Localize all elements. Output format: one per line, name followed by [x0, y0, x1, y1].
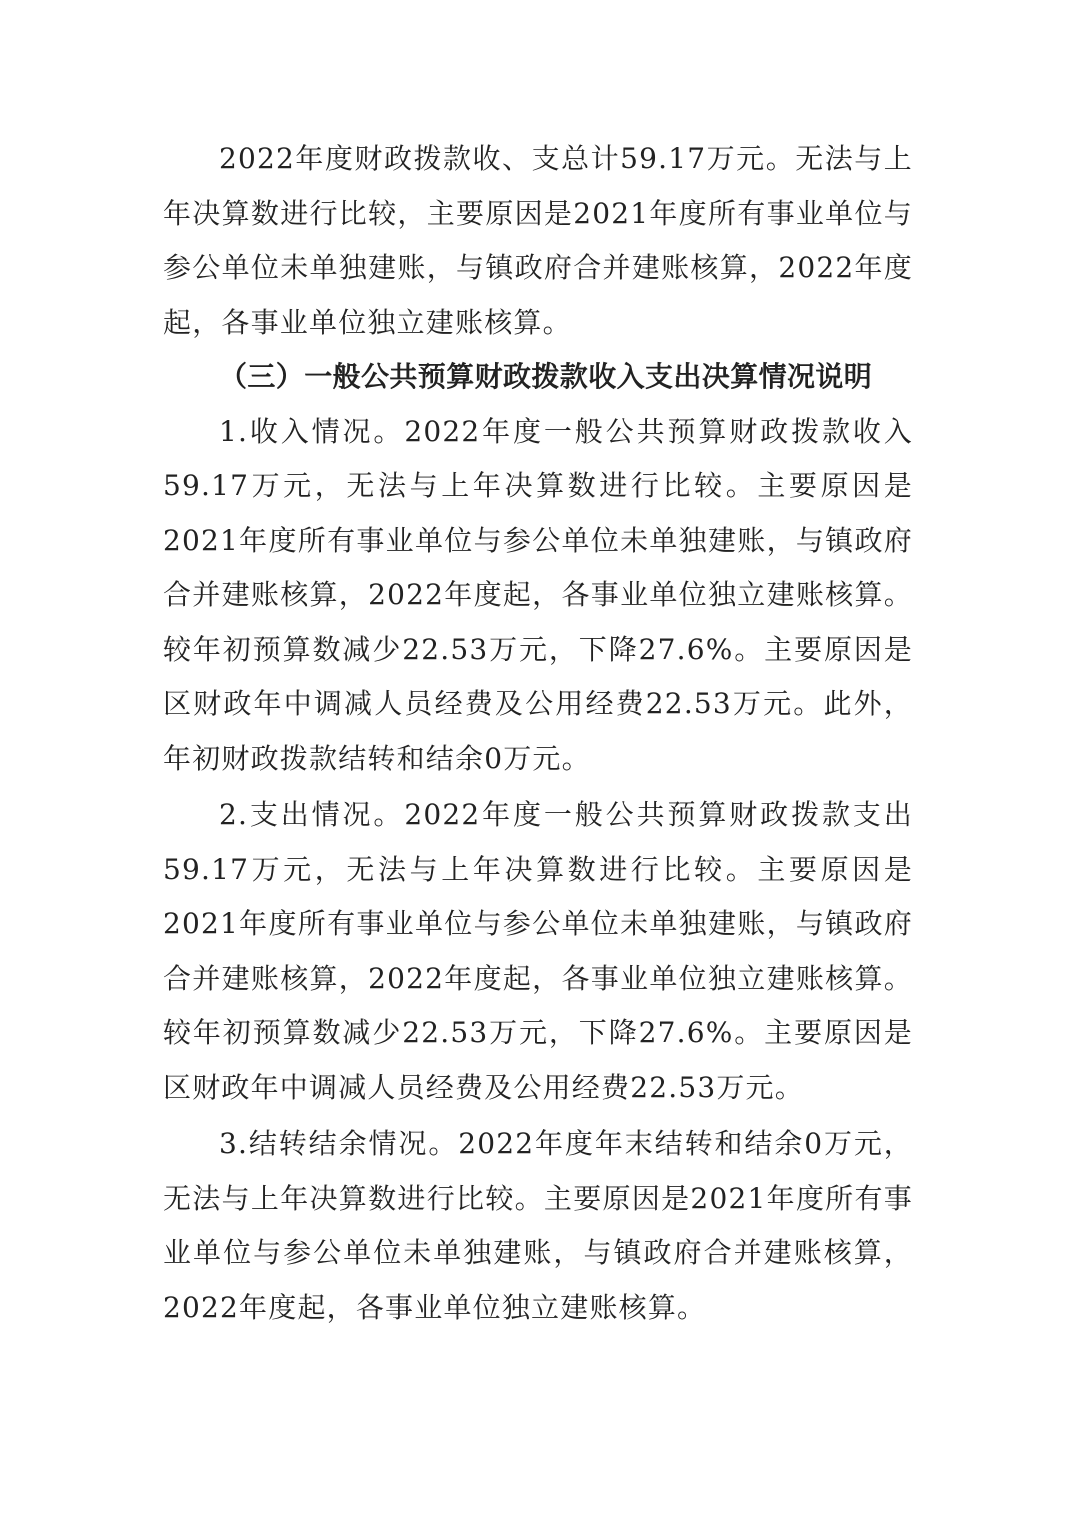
document-page [163, 132, 913, 1335]
paragraph-carryover: 3.结转结余情况。2022年度年末结转和结余0万元，无法与上年决算数进行比较。主要原因是2021年度所有事业单位与参公单位未单独建账，与镇政府合并建账核算，2022年度起，各事业单位独立建账核算。 [163, 1127, 913, 1324]
paragraph-expense: 2.支出情况。2022年度一般公共预算财政拨款支出59.17万元，无法与上年决算数进行比较。主要原因是2021年度所有事业单位与参公单位未单独建账，与镇政府合并建账核算，2022年度起，各事业单位独立建账核算。较年初预算数减少22.53万元，下降27.6%。主要原因是区财政年中调减人员经费及公用经费22.53万元。 [163, 798, 913, 1104]
paragraph-total-summary: 2022年度财政拨款收、支总计59.17万元。无法与上年决算数进行比较，主要原因是2021年度所有事业单位与参公单位未单独建账，与镇政府合并建账核算，2022年度起，各事业单位独立建账核算。 [163, 142, 913, 339]
paragraph-income: 1.收入情况。2022年度一般公共预算财政拨款收入59.17万元，无法与上年决算数进行比较。主要原因是2021年度所有事业单位与参公单位未单独建账，与镇政府合并建账核算，2022年度起，各事业单位独立建账核算。较年初预算数减少22.53万元，下降27.6%。主要原因是区财政年中调减人员经费及公用经费22.53万元。此外，年初财政拨款结转和结余0万元。 [163, 414, 913, 775]
section-heading-general-budget: （三）一般公共预算财政拨款收入支出决算情况说明 [219, 360, 873, 393]
